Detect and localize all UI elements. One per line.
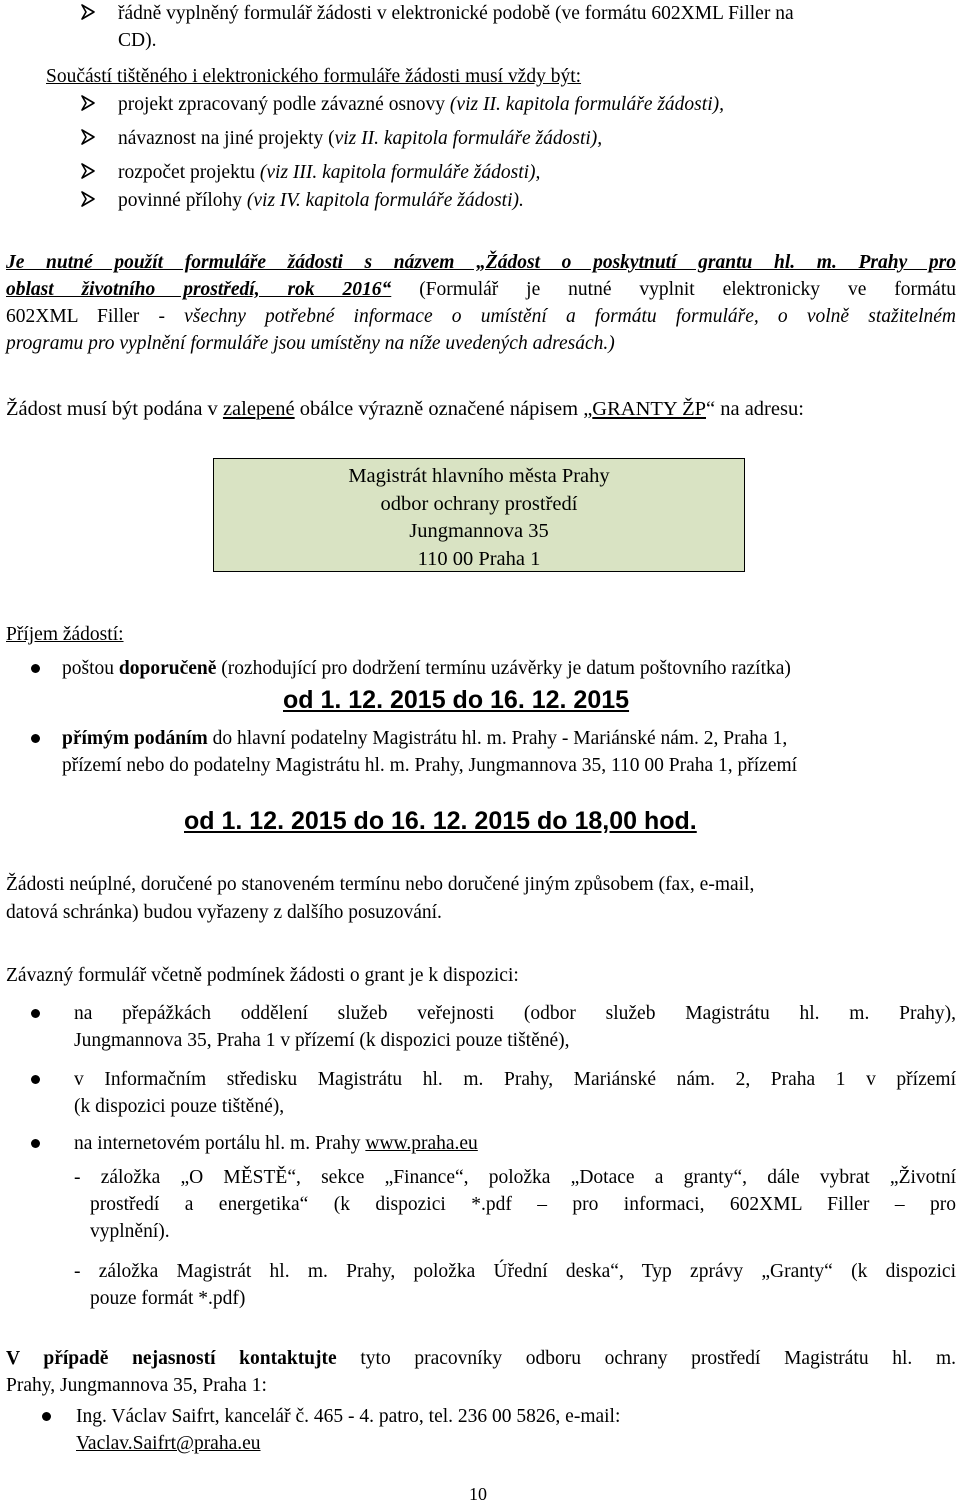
arrow-bullet-icon [80, 163, 96, 179]
post-dates: od 1. 12. 2015 do 16. 12. 2015 [283, 686, 630, 714]
notice-line: programu pro vyplnění formuláře jsou umístěny na níže uvedených adresách.) [6, 333, 615, 354]
bullet-dot-icon [31, 1139, 40, 1148]
section-heading: Součástí tištěného i elektronického formuláře žádosti musí vždy být: [46, 66, 582, 87]
address-line: 110 00 Praha 1 [417, 547, 541, 570]
list-item-text: na přepážkách oddělení služeb veřejnosti (odbor služeb Magistrátu hl. m. Prahy), [74, 1003, 956, 1024]
sub-item-text-cont: pouze formát *.pdf) [90, 1288, 246, 1309]
list-item-text: na internetovém portálu hl. m. Prahy www.praha.eu [74, 1133, 478, 1154]
sub-item-text-cont: prostředí a energetika“ (k dispozici *.pdf – pro informaci, 602XML Filler – pro [90, 1194, 956, 1215]
list-item [74, 1000, 956, 1054]
page-number: 10 [469, 1484, 487, 1504]
list-item [74, 1066, 956, 1120]
list-item-text: rozpočet projektu (viz III. kapitola formuláře žádosti), [118, 162, 541, 183]
sub-item [74, 1164, 956, 1245]
list-item-text: v Informačním středisku Magistrátu hl. m. Prahy, Mariánské nám. 2, Praha 1 v přízemí [74, 1069, 956, 1090]
list-item-text: přímým podáním do hlavní podatelny Magistrátu hl. m. Prahy - Mariánské nám. 2, Praha 1, [62, 728, 788, 749]
direct-dates: od 1. 12. 2015 do 16. 12. 2015 do 18,00 hod. [184, 807, 697, 835]
notice-paragraph [6, 249, 956, 357]
submission-text: Žádost musí být podána v zalepené obálce výrazně označené nápisem „GRANTY ŽP“ na adresu: [6, 398, 804, 420]
list-item-text-cont: přízemí nebo do podatelny Magistrátu hl. m. Prahy, Jungmannova 35, 110 00 Praha 1, přízemí [62, 755, 798, 776]
bullet-dot-icon [42, 1412, 51, 1421]
sub-item-text: - záložka „O MĚSTĚ“, sekce „Finance“, položka „Dotace a granty“, dále vybrat „Životní [74, 1167, 956, 1188]
notice-bold-line: Je nutné použít formuláře žádosti s názvem „Žádost o poskytnutí grantu hl. m. Prahy pro [6, 252, 956, 273]
address-line: odbor ochrany prostředí [380, 492, 578, 515]
list-item-text-cont: Jungmannova 35, Praha 1 v přízemí (k dispozici pouze tištěné), [74, 1030, 570, 1051]
bullet-dot-icon [31, 734, 40, 743]
address-line: Jungmannova 35 [409, 520, 549, 542]
address-box [213, 458, 745, 572]
list-item-text: řádně vyplněný formulář žádosti v elektronické podobě (ve formátu 602XML Filler na [118, 3, 794, 24]
sub-item-text-cont: vyplnění). [90, 1221, 170, 1242]
list-item-text: povinné přílohy (viz IV. kapitola formuláře žádosti). [118, 190, 524, 211]
section-heading: Závazný formulář včetně podmínek žádosti o grant je k dispozici: [6, 965, 519, 986]
contact-paragraph [6, 1345, 956, 1399]
arrow-bullet-icon [80, 95, 96, 111]
praha-link[interactable]: www.praha.eu [365, 1133, 478, 1154]
contact-person: Ing. Václav Saifrt, kancelář č. 465 - 4. patro, tel. 236 00 5826, e-mail: [76, 1406, 621, 1427]
bullet-dot-icon [31, 664, 40, 673]
sub-item-text: - záložka Magistrát hl. m. Prahy, položka Úřední deska“, Typ zprávy „Granty“ (k dispozici [74, 1261, 956, 1282]
notice-line: 602XML Filler - všechny potřebné informace o umístění a formátu formuláře, o volně stažitelném [6, 306, 956, 327]
arrow-bullet-icon [80, 129, 96, 145]
paragraph-line: Žádosti neúplné, doručené po stanoveném termínu nebo doručené jiným způsobem (fax, e-mail, [6, 874, 755, 895]
list-item-text-cont: CD). [118, 30, 157, 51]
arrow-bullet-icon [80, 4, 96, 20]
contact-line: V případě nejasností kontaktujte tyto pracovníky odboru ochrany prostředí Magistrátu hl. m. [6, 1348, 956, 1369]
paragraph-line: datová schránka) budou vyřazeny z dalšího posuzování. [6, 902, 442, 923]
list-item-text: projekt zpracovaný podle závazné osnovy (viz II. kapitola formuláře žádosti), [118, 94, 724, 115]
arrow-bullet-icon [80, 191, 96, 207]
section-heading: Příjem žádostí: [6, 624, 124, 645]
notice-line: oblast životního prostředí, rok 2016“ (Formulář je nutné vyplnit elektronicky ve formátu [6, 279, 957, 300]
contact-email-link[interactable]: Vaclav.Saifrt@praha.eu [76, 1433, 261, 1454]
address-line: Magistrát hlavního města Prahy [348, 465, 610, 487]
bullet-dot-icon [31, 1075, 40, 1084]
list-item-text: poštou doporučeně (rozhodující pro dodržení termínu uzávěrky je datum poštovního razítka) [62, 658, 791, 679]
list-item-text: návaznost na jiné projekty (viz II. kapitola formuláře žádosti), [118, 128, 603, 149]
bullet-dot-icon [31, 1009, 40, 1018]
list-item-text-cont: (k dispozici pouze tištěné), [74, 1096, 285, 1117]
contact-line: Prahy, Jungmannova 35, Praha 1: [6, 1375, 267, 1396]
sub-item [74, 1258, 956, 1312]
